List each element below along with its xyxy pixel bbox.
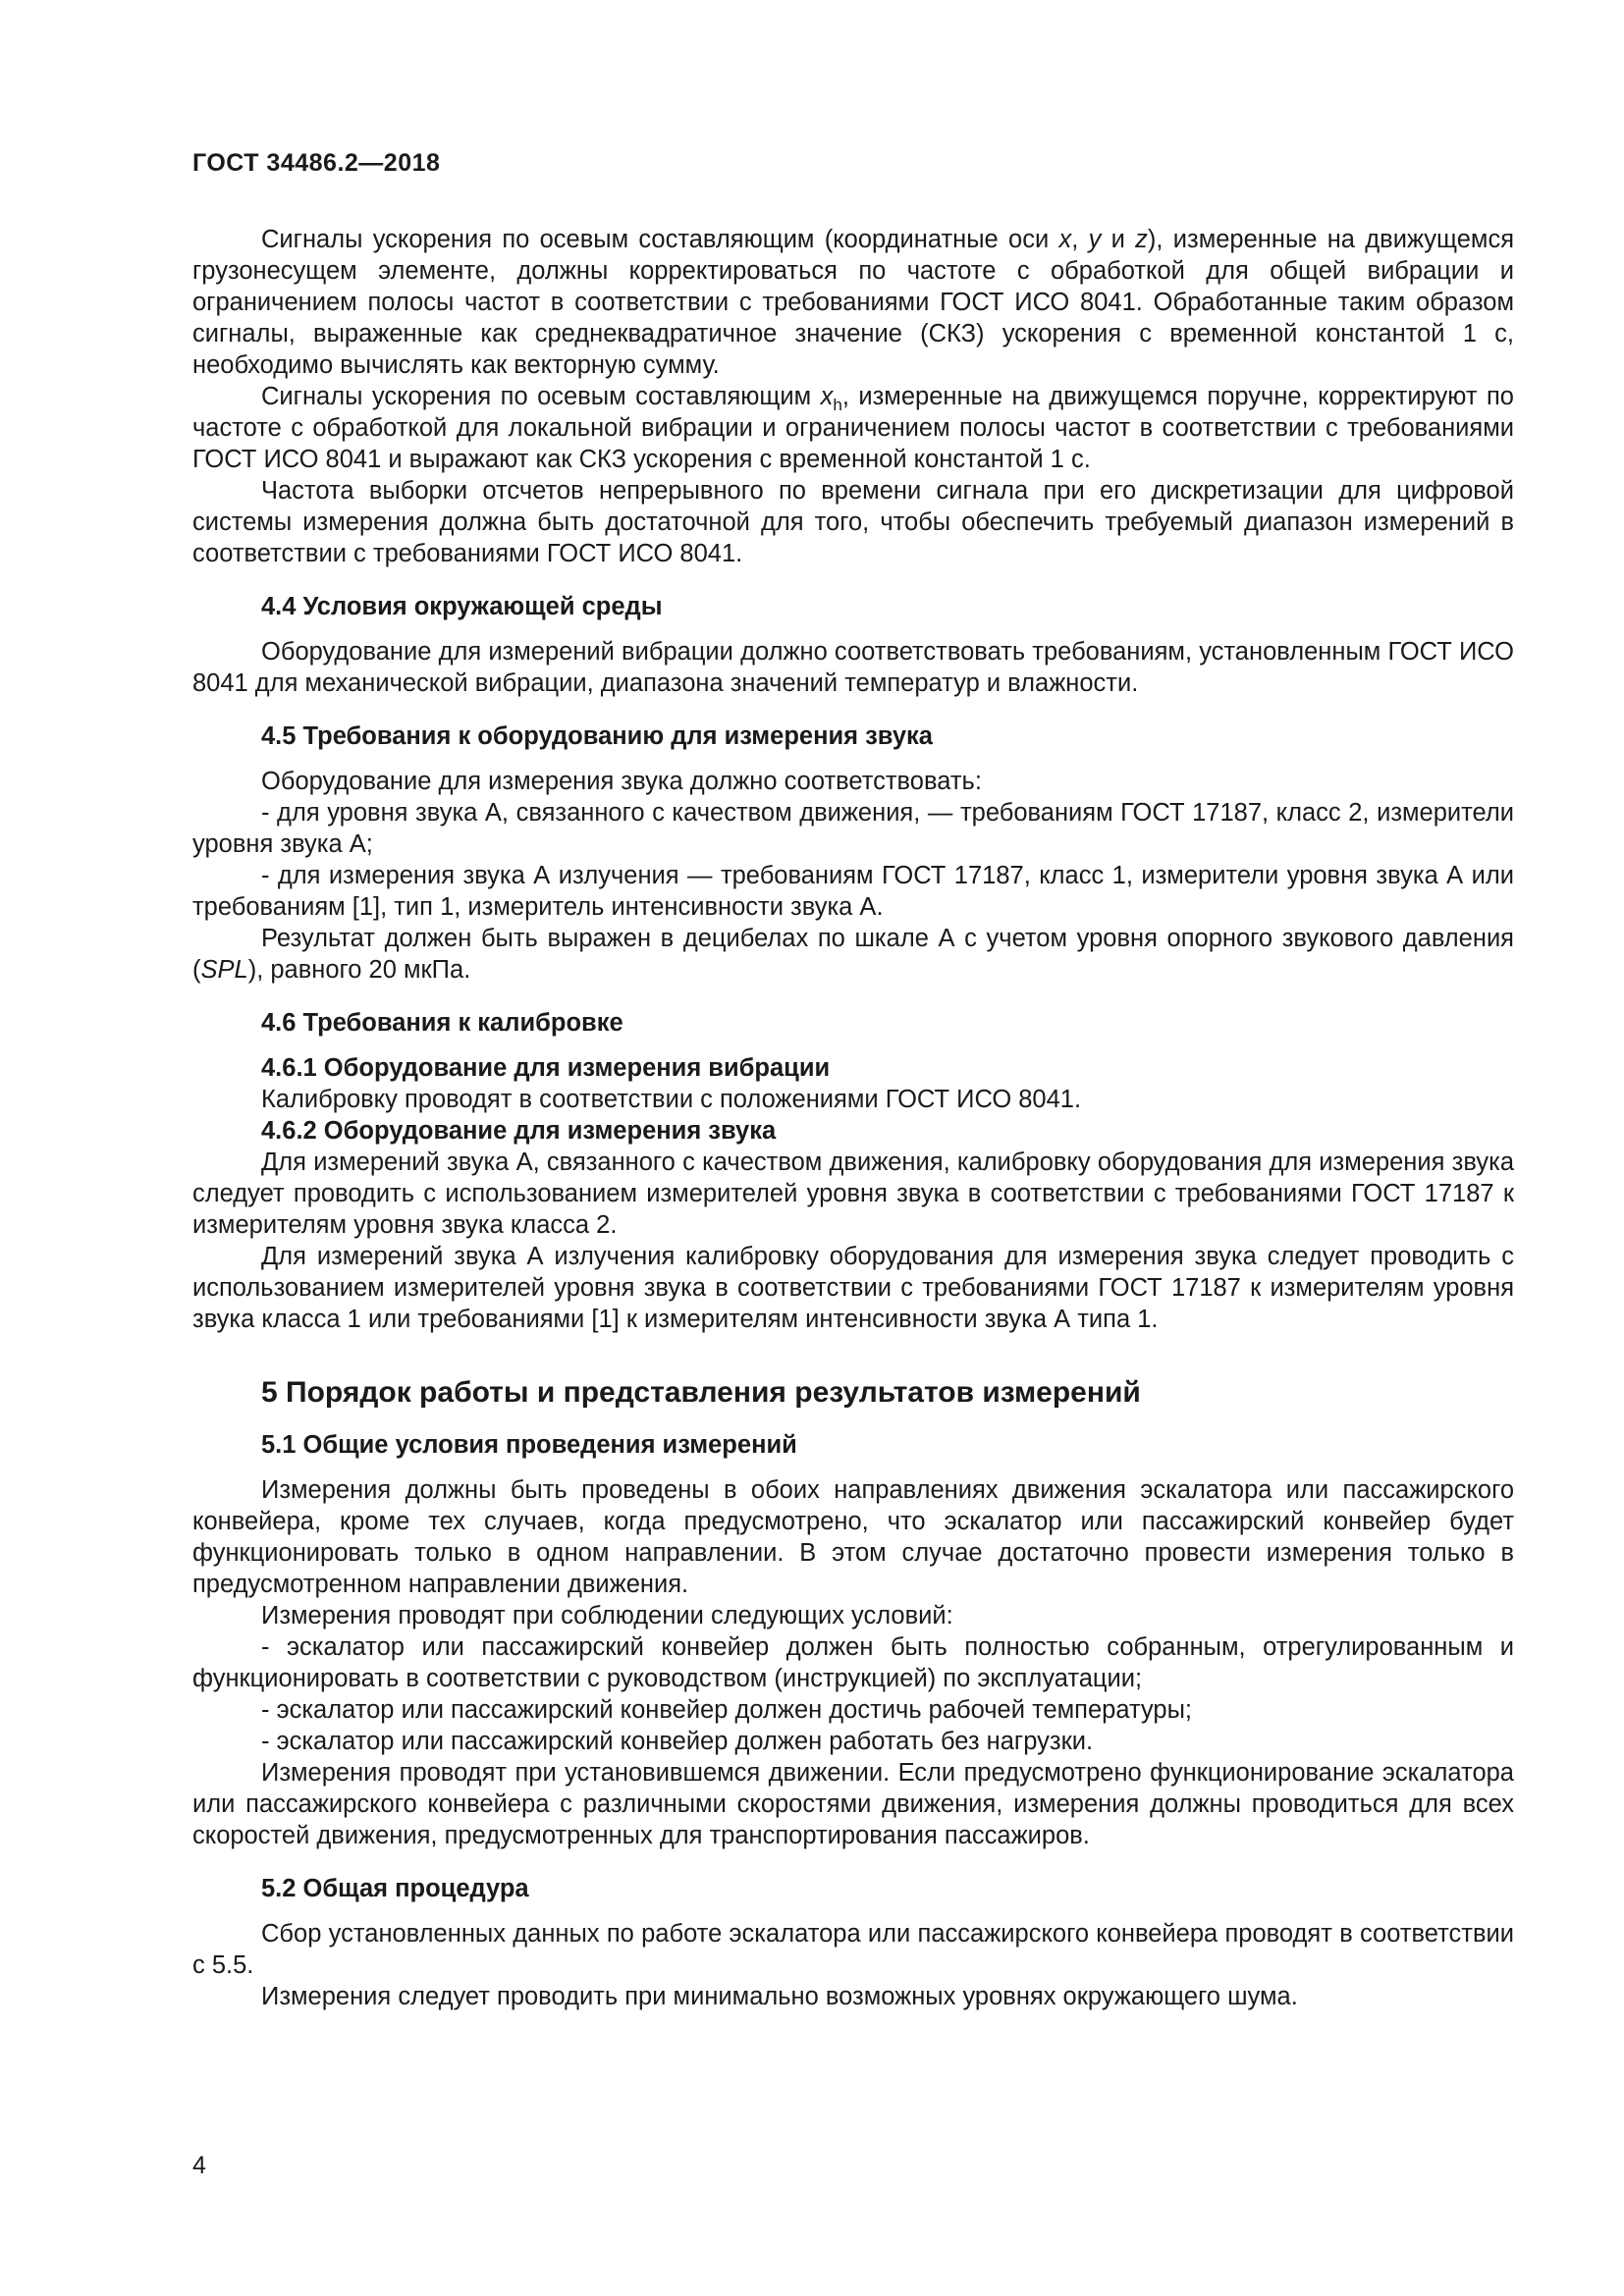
paragraph: Измерения должны быть проведены в обоих направлениях движения эскалатора или пассажирского конвейера, кроме тех случаев, когда предусмотрено, что эскалатор или пассажирский конвейер будет функционировать только в одном направлении. В этом случае достаточно провести измерения только в предусмотренном направлении движения. bbox=[192, 1476, 1514, 1598]
section-heading-4-6: 4.6 Требования к калибровке bbox=[261, 1009, 623, 1037]
document-header: ГОСТ 34486.2—2018 bbox=[192, 149, 441, 177]
paragraph: Измерения проводят при установившемся движении. Если предусмотрено функционирование эскалатора или пассажирского конвейера с различными скоростями движения, измерения должны проводиться для всех скоростей движения, предусмотренных для транспортирования пассажиров. bbox=[192, 1759, 1514, 1849]
section-heading-5-2: 5.2 Общая процедура bbox=[261, 1875, 529, 1902]
paragraph: Частота выборки отсчетов непрерывного по времени сигнала при его дискретизации для цифровой системы измерения должна быть достаточной для того, чтобы обеспечить требуемый диапазон измерений в соответствии с требованиями ГОСТ ИСО 8041. bbox=[192, 477, 1514, 567]
paragraph: Измерения следует проводить при минимально возможных уровнях окружающего шума. bbox=[261, 1983, 1298, 2010]
paragraph: Сигналы ускорения по осевым составляющим $x_h$, измеренные на движущемся поручне, корректируют по частоте с обработкой для локальной вибрации и ограничением полосы частот в соответствии с требованиями ГОСТ ИСО 8041 и выражают как СКЗ ускорения с временной константой 1 с. bbox=[192, 383, 1514, 473]
section-heading-4-6-1: 4.6.1 Оборудование для измерения вибрации bbox=[261, 1054, 831, 1082]
paragraph: Измерения проводят при соблюдении следующих условий: bbox=[261, 1602, 953, 1629]
list-item: - для уровня звука А, связанного с качеством движения, — требованиям ГОСТ 17187, класс 2, измерители уровня звука А; bbox=[192, 799, 1514, 858]
document-body bbox=[192, 224, 1514, 2012]
list-item: - для измерения звука А излучения — требованиям ГОСТ 17187, класс 1, измерители уровня звука А или требованиям [1], тип 1, измеритель интенсивности звука А. bbox=[192, 862, 1514, 921]
section-heading-4-6-2: 4.6.2 Оборудование для измерения звука bbox=[261, 1117, 777, 1145]
list-item: - эскалатор или пассажирский конвейер должен достичь рабочей температуры; bbox=[261, 1696, 1192, 1724]
list-item: - эскалатор или пассажирский конвейер должен работать без нагрузки. bbox=[261, 1728, 1094, 1755]
page-number: 4 bbox=[192, 2152, 206, 2179]
paragraph: Результат должен быть выражен в децибелах по шкале А с учетом уровня опорного звукового давления (SPL), равного 20 мкПа. bbox=[192, 925, 1514, 984]
paragraph: Оборудование для измерений вибрации должно соответствовать требованиям, установленным ГОСТ ИСО 8041 для механической вибрации, диапазона значений температур и влажности. bbox=[192, 638, 1514, 697]
paragraph: Для измерений звука А излучения калибровку оборудования для измерения звука следует проводить с использованием измерителей уровня звука в соответствии с требованиями ГОСТ 17187 к измерителям уровня звука класса 1 или требованиями [1] к измерителям интенсивности звука А типа 1. bbox=[192, 1243, 1514, 1333]
section-heading-4-5: 4.5 Требования к оборудованию для измерения звука bbox=[261, 722, 933, 750]
paragraph: Для измерений звука А, связанного с качеством движения, калибровку оборудования для измерения звука следует проводить с использованием измерителей уровня звука в соответствии с требованиями ГОСТ 17187 к измерителям уровня звука класса 2. bbox=[192, 1148, 1514, 1239]
chapter-heading-5: 5 Порядок работы и представления результатов измерений bbox=[261, 1376, 1141, 1409]
section-heading-5-1: 5.1 Общие условия проведения измерений bbox=[261, 1431, 797, 1459]
section-heading-4-4: 4.4 Условия окружающей среды bbox=[261, 593, 663, 620]
paragraph: Оборудование для измерения звука должно соответствовать: bbox=[261, 768, 982, 795]
paragraph: Сбор установленных данных по работе эскалатора или пассажирского конвейера проводят в соответствии с 5.5. bbox=[192, 1920, 1514, 1979]
list-item: - эскалатор или пассажирский конвейер должен быть полностью собранным, отрегулированным и функционировать в соответствии с руководством (инструкцией) по эксплуатации; bbox=[192, 1633, 1514, 1692]
paragraph: Сигналы ускорения по осевым составляющим (координатные оси x, y и z), измеренные на движущемся грузонесущем элементе, должны корректироваться по частоте с обработкой для общей вибрации и ограничением полосы частот в соответствии с требованиями ГОСТ ИСО 8041. Обработанные таким образом сигналы, выраженные как среднеквадратичное значение (СКЗ) ускорения с временной константой 1 с, необходимо вычислять как векторную сумму. bbox=[192, 226, 1514, 379]
paragraph: Калибровку проводят в соответствии с положениями ГОСТ ИСО 8041. bbox=[261, 1086, 1082, 1113]
